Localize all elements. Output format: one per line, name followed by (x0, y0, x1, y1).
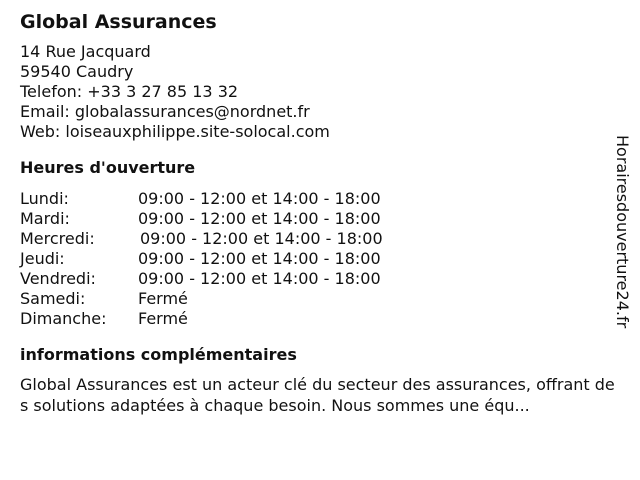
phone-line (20, 82, 610, 102)
hours-row-friday (20, 269, 610, 289)
hours-row-saturday (20, 289, 610, 309)
day-label: Mercredi: (20, 229, 95, 248)
contact-block (20, 42, 610, 142)
business-name: Global Assurances (20, 11, 217, 33)
phone-number[interactable]: +33 3 27 85 13 32 (87, 82, 239, 101)
hours-row-sunday (20, 309, 610, 329)
site-watermark: Horairesdouverture24.fr (613, 135, 632, 329)
day-hours: 09:00 - 12:00 et 14:00 - 18:00 (140, 229, 383, 248)
email-label: Email: (20, 102, 70, 121)
email-address[interactable]: globalassurances@nordnet.fr (74, 102, 310, 121)
day-hours: 09:00 - 12:00 et 14:00 - 18:00 (138, 189, 381, 208)
address-street: 14 Rue Jacquard (20, 42, 151, 61)
info-heading: informations complémentaires (20, 345, 297, 364)
day-hours: Fermé (138, 289, 188, 308)
day-label: Jeudi: (20, 249, 65, 268)
address-city: 59540 Caudry (20, 62, 134, 81)
day-hours: Fermé (138, 309, 188, 328)
web-label: Web: (20, 122, 61, 141)
hours-row-thursday (20, 249, 610, 269)
day-label: Samedi: (20, 289, 86, 308)
email-line (20, 102, 610, 122)
phone-label: Telefon: (20, 82, 83, 101)
hours-row-tuesday (20, 209, 610, 229)
hours-table (20, 189, 610, 329)
day-label: Mardi: (20, 209, 70, 228)
day-hours: 09:00 - 12:00 et 14:00 - 18:00 (138, 249, 381, 268)
day-label: Vendredi: (20, 269, 96, 288)
hours-heading: Heures d'ouverture (20, 158, 196, 177)
day-hours: 09:00 - 12:00 et 14:00 - 18:00 (138, 209, 381, 228)
web-line (20, 122, 610, 142)
hours-row-wednesday (20, 229, 610, 249)
info-description: Global Assurances est un acteur clé du secteur des assurances, offrant des solutions adaptées à chaque besoin. Nous sommes une équ... (20, 375, 615, 415)
hours-row-monday (20, 189, 610, 209)
day-label: Dimanche: (20, 309, 107, 328)
day-label: Lundi: (20, 189, 69, 208)
business-card (20, 10, 615, 416)
day-hours: 09:00 - 12:00 et 14:00 - 18:00 (138, 269, 381, 288)
website-link[interactable]: loiseauxphilippe.site-solocal.com (65, 122, 330, 141)
